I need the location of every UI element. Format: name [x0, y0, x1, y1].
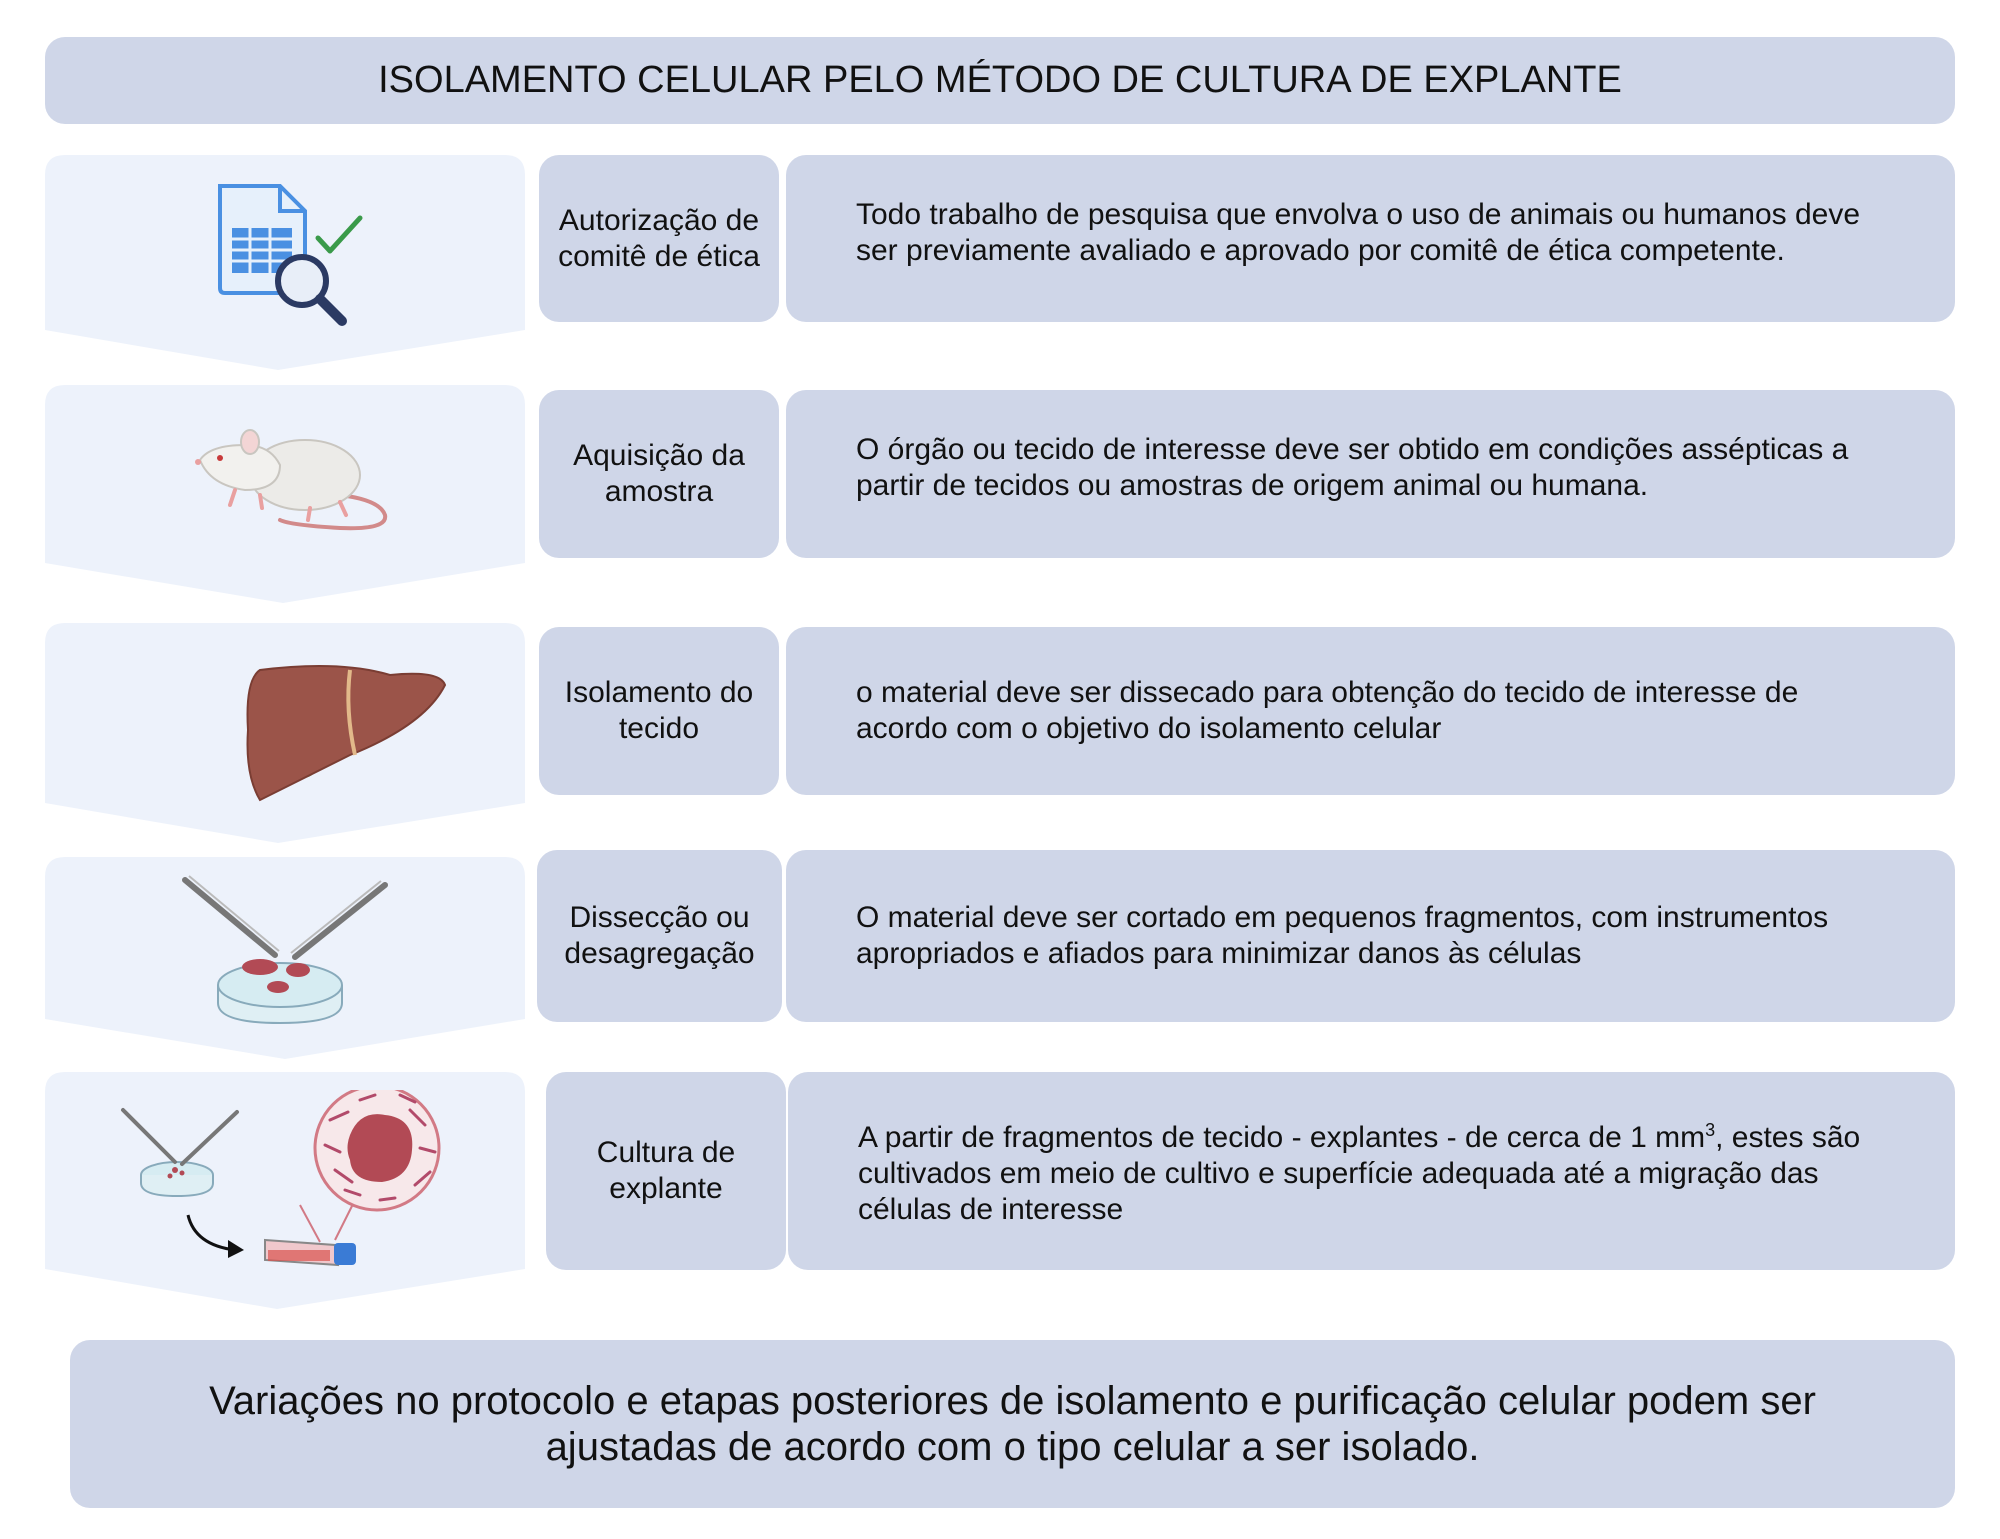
document-search-check-icon [210, 178, 370, 338]
step-5-description-text [858, 1112, 1895, 1228]
explant-culture-flask-icon [120, 1090, 460, 1290]
step-1-label: Autorização de comitê de ética [539, 155, 779, 322]
step-1-description: Todo trabalho de pesquisa que envolva o uso de animais ou humanos deve ser previamente avaliado e aprovado por comitê de ética competente. [786, 155, 1955, 322]
step-4-description: O material deve ser cortado em pequenos fragmentos, com instrumentos apropriados e afiados para minimizar danos às células [786, 850, 1955, 1022]
mouse-icon [190, 420, 400, 535]
step-5-description-superscript: 3 [1705, 1120, 1716, 1140]
step-2-description: O órgão ou tecido de interesse deve ser obtido em condições assépticas a partir de tecidos ou amostras de origem animal ou humana. [786, 390, 1955, 558]
step-2-label: Aquisição da amostra [539, 390, 779, 558]
petri-dish-forceps-icon [180, 875, 400, 1025]
step-3-label: Isolamento do tecido [539, 627, 779, 795]
step-3-description: o material deve ser dissecado para obtenção do tecido de interesse de acordo com o objetivo do isolamento celular [786, 627, 1955, 795]
step-5-description [788, 1072, 1955, 1270]
step-5-label: Cultura de explante [546, 1072, 786, 1270]
step-4-label: Dissecção ou desagregação [537, 850, 782, 1022]
step-5-description-part-1: A partir de fragmentos de tecido - explantes - de cerca de 1 mm [858, 1121, 1706, 1154]
step-5-description-part-2: , estes são cultivados em meio de cultivo e superfície adequada até a migração das células de interesse [858, 1121, 1861, 1226]
liver-icon [240, 660, 450, 805]
page-title: ISOLAMENTO CELULAR PELO MÉTODO DE CULTURA DE EXPLANTE [45, 37, 1955, 124]
footer-note: Variações no protocolo e etapas posteriores de isolamento e purificação celular podem ser ajustadas de acordo com o tipo celular a ser isolado. [70, 1340, 1955, 1508]
